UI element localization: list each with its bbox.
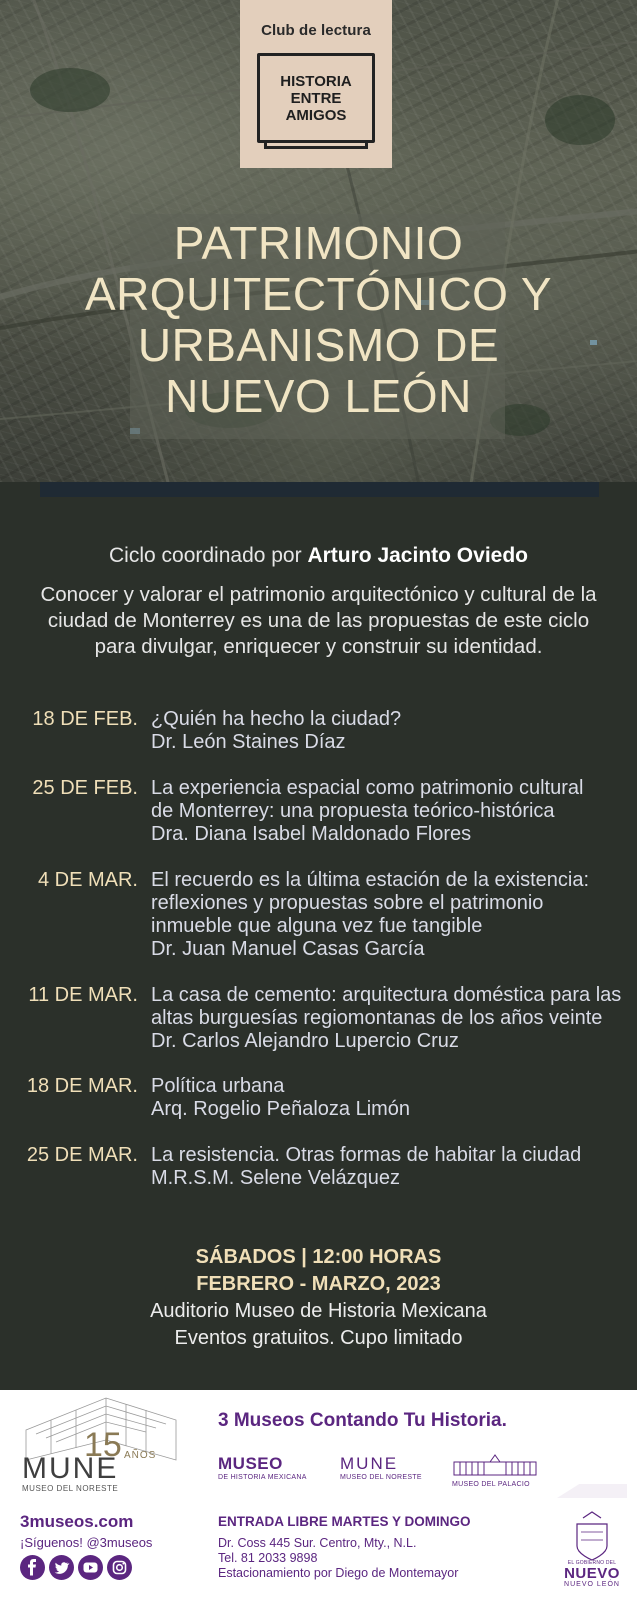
youtube-icon[interactable] <box>78 1555 103 1580</box>
book-line: HISTORIA <box>280 72 352 90</box>
social-icons <box>20 1555 132 1580</box>
museo-historia-name: MUSEO <box>218 1454 283 1473</box>
address-line: Dr. Coss 445 Sur. Centro, Mty., N.L. <box>218 1536 417 1550</box>
address-line: Estacionamiento por Diego de Montemayor <box>218 1566 459 1580</box>
facebook-icon[interactable] <box>20 1555 45 1580</box>
session-line: La experiencia espacial como patrimonio cultural <box>151 777 584 799</box>
session-date: 18 DE FEB. <box>32 708 138 730</box>
session-date: 25 DE MAR. <box>26 1144 138 1166</box>
hero-banner <box>0 0 637 482</box>
session-line: altas burguesías regiomontanas de los años veinte <box>151 1007 603 1029</box>
government-big: NUEVO <box>564 1565 620 1582</box>
coordinator-name: Arturo Jacinto Oviedo <box>307 544 528 567</box>
museo-palacio-logo[interactable] <box>452 1454 538 1488</box>
title-line: PATRIMONIO <box>173 217 464 269</box>
session-line: La resistencia. Otras formas de habitar la ciudad <box>151 1144 582 1166</box>
instagram-icon[interactable] <box>107 1555 132 1580</box>
schedule-days: SÁBADOS | 12:00 HORAS <box>195 1246 442 1268</box>
government-logo <box>548 1560 636 1588</box>
mune-anos: AÑOS <box>124 1450 157 1461</box>
divider-bar <box>40 482 599 497</box>
title-line: ARQUITECTÓNICO Y <box>84 268 553 320</box>
intro-paragraph: Conocer y valorar el patrimonio arquitectónico y cultural de la ciudad de Monterrey es una de las propuestas de este ciclo para divulgar, enriquecer y construir su identidad. <box>40 583 597 658</box>
session-line: Política urbana <box>151 1075 285 1097</box>
session-line: Dr. Carlos Alejandro Lupercio Cruz <box>151 1030 459 1052</box>
government-small: EL GOBIERNO DEL <box>567 1560 617 1566</box>
coordinator-line <box>0 544 637 568</box>
session-line: de Monterrey: una propuesta teórico-histórica <box>151 800 555 822</box>
session-info <box>151 777 631 846</box>
schedule-note: Eventos gratuitos. Cupo limitado <box>174 1327 463 1349</box>
session-info <box>151 708 631 754</box>
session-info <box>151 869 631 961</box>
session-line: Dr. Juan Manuel Casas García <box>151 938 425 960</box>
session-date: 11 DE MAR. <box>28 984 138 1006</box>
address-block <box>218 1536 458 1581</box>
book-line: ENTRE <box>290 89 342 107</box>
session-line: ¿Quién ha hecho la ciudad? <box>151 708 402 730</box>
title-line: NUEVO LEÓN <box>165 370 472 422</box>
address-line: Tel. 81 2033 9898 <box>218 1551 318 1565</box>
museo-noreste-name: MUNE <box>340 1454 399 1473</box>
session-line: Dr. León Staines Díaz <box>151 731 346 753</box>
session-info <box>151 1144 631 1190</box>
government-sub: NUEVO LEÓN <box>564 1581 620 1588</box>
club-badge <box>240 0 392 168</box>
museo-noreste-sub: MUSEO DEL NORESTE <box>340 1474 422 1481</box>
museo-palacio-sub: MUSEO DEL PALACIO <box>452 1481 530 1488</box>
twitter-icon[interactable] <box>49 1555 74 1580</box>
session-date: 18 DE MAR. <box>26 1075 138 1097</box>
session-date: 25 DE FEB. <box>32 777 138 799</box>
schedule-period: FEBRERO - MARZO, 2023 <box>196 1273 441 1295</box>
sponsor-footer <box>0 1390 637 1600</box>
program-section <box>0 482 637 1390</box>
palace-building-icon <box>452 1454 538 1476</box>
mune-anniversary: 15 <box>84 1426 122 1464</box>
session-line: Arq. Rogelio Peñaloza Limón <box>151 1098 411 1120</box>
session-date: 4 DE MAR. <box>37 869 138 891</box>
session-line: La casa de cemento: arquitectura doméstica para las <box>151 984 622 1006</box>
session-line: M.R.S.M. Selene Velázquez <box>151 1167 401 1189</box>
museums-tagline: 3 Museos Contando Tu Historia. <box>218 1410 507 1431</box>
museo-historia-sub: DE HISTORIA MEXICANA <box>218 1474 307 1481</box>
session-info <box>151 984 631 1053</box>
website-link[interactable]: 3museos.com <box>20 1512 134 1531</box>
mune-subtitle: MUSEO DEL NORESTE <box>22 1484 119 1493</box>
book-line: AMIGOS <box>285 106 347 124</box>
free-entry-note: ENTRADA LIBRE MARTES Y DOMINGO <box>218 1514 471 1529</box>
schedule-venue: Auditorio Museo de Historia Mexicana <box>150 1300 487 1322</box>
session-line: reflexiones y propuestas sobre el patrimonio <box>151 892 544 914</box>
schedule-block <box>0 1244 637 1352</box>
coordinator-prefix: Ciclo coordinado por <box>109 544 308 567</box>
session-info <box>151 1075 631 1121</box>
title-line: URBANISMO DE <box>137 319 500 371</box>
social-handle: ¡Síguenos! @3museos <box>20 1535 153 1550</box>
session-line: inmueble que alguna vez fue tangible <box>151 915 483 937</box>
mune-wordmark: MUNE <box>22 1452 119 1485</box>
museo-noreste-logo[interactable] <box>340 1454 422 1481</box>
page-title <box>0 218 637 422</box>
book-icon <box>257 53 375 143</box>
club-label: Club de lectura <box>261 22 371 39</box>
session-line: El recuerdo es la última estación de la existencia: <box>151 869 590 891</box>
museo-historia-logo[interactable] <box>218 1454 307 1481</box>
session-line: Dra. Diana Isabel Maldonado Flores <box>151 823 472 845</box>
